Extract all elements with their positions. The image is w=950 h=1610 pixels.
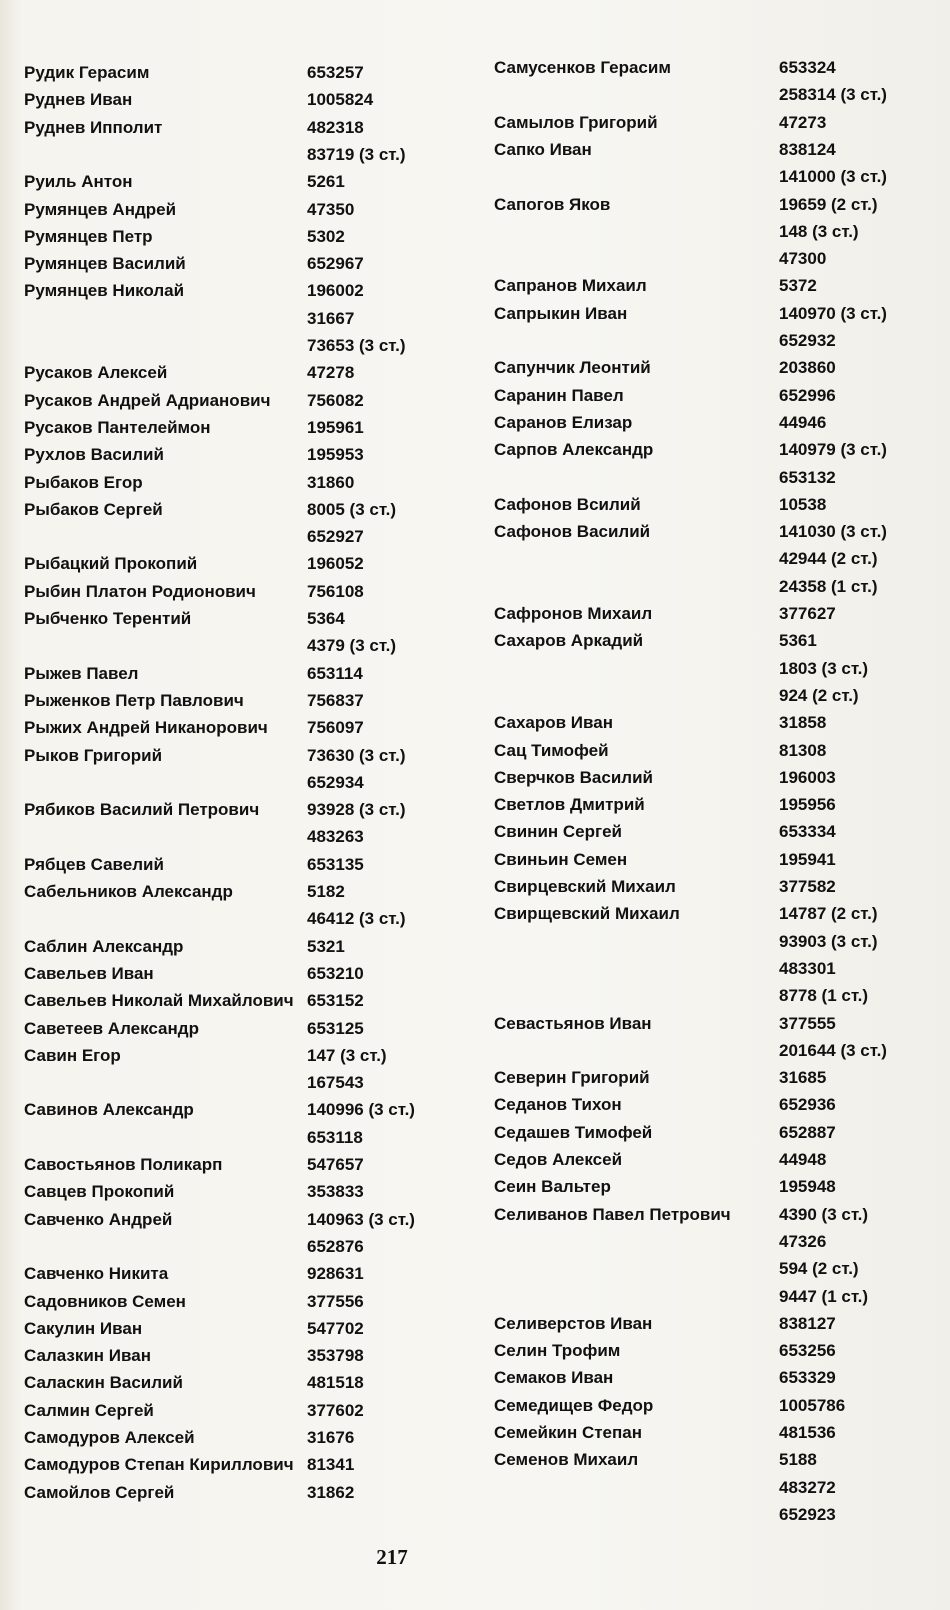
list-item: [494, 710, 950, 736]
list-item: [494, 1311, 950, 1337]
list-item: [24, 60, 484, 86]
list-item: [494, 110, 950, 136]
person-name: Савельев Николай Михайлович: [24, 991, 294, 1011]
person-name: Селин Трофим: [494, 1341, 621, 1361]
list-item: [24, 1097, 484, 1123]
person-name: Светлов Дмитрий: [494, 795, 645, 815]
record-number: 140979 (3 ст.): [779, 440, 887, 460]
record-number: 653118: [307, 1127, 363, 1147]
record-number: 5364: [307, 609, 345, 628]
record-number: 653256: [779, 1341, 836, 1361]
list-item: [494, 1174, 950, 1200]
record-number: 1005786: [779, 1395, 846, 1415]
list-item: [24, 906, 484, 932]
person-name: Савченко Андрей: [24, 1209, 173, 1229]
list-item: [24, 1207, 484, 1233]
person-name: Рыбин Платон Родионович: [24, 581, 256, 601]
person-name: Савин Егор: [24, 1045, 121, 1065]
record-number: 377556: [307, 1291, 364, 1311]
list-item: [494, 355, 950, 381]
person-name: Саблин Александр: [24, 936, 184, 956]
record-number: 196052: [307, 554, 364, 574]
person-name: Руднев Ипполит: [24, 117, 163, 137]
right-column: [494, 0, 950, 1560]
record-number: 141000 (3 ст.): [779, 167, 887, 187]
record-number: 653324: [779, 58, 836, 77]
record-number: 377555: [779, 1013, 836, 1033]
record-number: 47300: [779, 249, 827, 269]
person-name: Сафронов Михаил: [494, 604, 653, 623]
list-item: [494, 1475, 950, 1501]
list-item: [24, 169, 484, 195]
person-name: Руиль Антон: [24, 172, 133, 192]
person-name: Сафонов Всилий: [494, 494, 641, 514]
person-name: Седов Алексей: [494, 1150, 623, 1169]
record-number: 47326: [779, 1231, 827, 1251]
list-item: [24, 1125, 484, 1151]
list-item: [494, 1092, 950, 1118]
list-item: [24, 770, 484, 796]
list-item: [494, 1147, 950, 1173]
list-item: [494, 628, 950, 654]
record-number: 838127: [779, 1313, 836, 1333]
record-number: 756097: [307, 718, 364, 738]
record-number: 19659 (2 ст.): [779, 194, 878, 214]
record-number: 652887: [779, 1122, 836, 1142]
person-name: Сакулин Иван: [24, 1318, 143, 1338]
list-item: [494, 1284, 950, 1310]
record-number: 5302: [307, 226, 345, 246]
list-item: [494, 983, 950, 1009]
left-column: [24, 0, 484, 1560]
record-number: 481518: [307, 1373, 364, 1393]
person-name: Сафонов Василий: [494, 522, 651, 542]
list-item: [494, 1393, 950, 1419]
list-item: [24, 115, 484, 141]
record-number: 31676: [307, 1428, 355, 1447]
person-name: Семейкин Степан: [494, 1423, 642, 1442]
record-number: 377602: [307, 1400, 364, 1420]
person-name: Свиньин Семен: [494, 849, 628, 869]
record-number: 140963 (3 ст.): [307, 1209, 415, 1229]
record-number: 81341: [307, 1455, 355, 1475]
list-item: [494, 328, 950, 354]
record-number: 653334: [779, 822, 836, 842]
person-name: Саласкин Василий: [24, 1373, 183, 1393]
record-number: 4379 (3 ст.): [307, 636, 397, 656]
list-item: [24, 852, 484, 878]
list-item: [494, 601, 950, 627]
list-item: [494, 683, 950, 709]
record-number: 5182: [307, 882, 345, 901]
list-item: [24, 360, 484, 386]
person-name: Румянцев Андрей: [24, 199, 177, 219]
person-name: Русаков Пантелеймон: [24, 417, 211, 437]
record-number: 73653 (3 ст.): [307, 336, 406, 355]
person-name: Саветеев Александр: [24, 1018, 199, 1038]
list-item: [494, 1365, 950, 1391]
list-item: [494, 82, 950, 108]
list-item: [494, 301, 950, 327]
list-item: [24, 197, 484, 223]
list-item: [24, 579, 484, 605]
person-name: Салмин Сергей: [24, 1400, 154, 1420]
list-item: [494, 383, 950, 409]
record-number: 140996 (3 ст.): [307, 1100, 415, 1120]
record-number: 4390 (3 ст.): [779, 1204, 869, 1224]
person-name: Самылов Григорий: [494, 112, 658, 132]
record-number: 756837: [307, 690, 364, 710]
list-item: [494, 1120, 950, 1146]
list-item: [24, 1152, 484, 1178]
list-item: [494, 1502, 950, 1528]
person-name: Сверчков Василий: [494, 767, 653, 787]
person-name: Самусенков Герасим: [494, 58, 671, 77]
list-item: [24, 879, 484, 905]
list-item: [494, 519, 950, 545]
list-item: [494, 219, 950, 245]
list-item: [24, 688, 484, 714]
record-number: 73630 (3 ст.): [307, 745, 406, 765]
record-number: 652967: [307, 254, 364, 274]
list-item: [494, 410, 950, 436]
person-name: Савельев Иван: [24, 963, 154, 983]
list-item: [24, 470, 484, 496]
person-name: Рудик Герасим: [24, 63, 150, 82]
person-name: Самойлов Сергей: [24, 1482, 175, 1502]
list-item: [24, 1343, 484, 1369]
list-item: [24, 1316, 484, 1342]
record-number: 353798: [307, 1346, 364, 1366]
record-number: 653114: [307, 663, 363, 683]
person-name: Сапранов Михаил: [494, 276, 647, 296]
person-name: Селиверстов Иван: [494, 1313, 653, 1333]
record-number: 195941: [779, 849, 836, 869]
list-item: [24, 251, 484, 277]
list-item: [494, 1065, 950, 1091]
person-name: Румянцев Петр: [24, 226, 153, 246]
record-number: 81308: [779, 740, 827, 760]
person-name: Селиванов Павел Петрович: [494, 1204, 731, 1224]
person-name: Рыженков Петр Павлович: [24, 690, 244, 710]
person-name: Саранов Елизар: [494, 412, 633, 432]
person-name: Сапко Иван: [494, 139, 592, 159]
person-name: Северин Григорий: [494, 1068, 650, 1088]
record-number: 8005 (3 ст.): [307, 499, 397, 519]
person-name: Севастьянов Иван: [494, 1013, 652, 1033]
record-number: 196003: [779, 767, 836, 787]
list-item: [494, 1202, 950, 1228]
list-item: [24, 824, 484, 850]
record-number: 5188: [779, 1450, 817, 1470]
record-number: 31858: [779, 713, 827, 733]
person-name: Рыбаков Егор: [24, 472, 143, 492]
person-name: Свирцевский Михаил: [494, 877, 676, 896]
record-number: 928631: [307, 1264, 364, 1284]
record-number: 652932: [779, 331, 836, 350]
record-number: 1803 (3 ст.): [779, 658, 869, 678]
list-item: [494, 1011, 950, 1037]
list-item: [494, 546, 950, 572]
list-item: [494, 656, 950, 682]
list-item: [24, 606, 484, 632]
record-number: 838124: [779, 139, 836, 159]
person-name: Рябцев Савелий: [24, 854, 164, 874]
record-number: 141030 (3 ст.): [779, 522, 887, 542]
record-number: 594 (2 ст.): [779, 1259, 859, 1279]
person-name: Рыбаков Сергей: [24, 499, 163, 519]
list-item: [494, 574, 950, 600]
record-number: 353833: [307, 1182, 364, 1202]
record-number: 46412 (3 ст.): [307, 909, 406, 929]
list-item: [24, 961, 484, 987]
list-item: [24, 934, 484, 960]
record-number: 5321: [307, 936, 345, 956]
list-item: [24, 1289, 484, 1315]
list-item: [24, 633, 484, 659]
list-item: [24, 1070, 484, 1096]
person-name: Седанов Тихон: [494, 1095, 622, 1115]
person-name: Савченко Никита: [24, 1264, 169, 1284]
person-name: Самодуров Алексей: [24, 1428, 195, 1447]
record-number: 653210: [307, 963, 364, 983]
record-number: 652876: [307, 1236, 364, 1256]
list-item: [494, 465, 950, 491]
record-number: 196002: [307, 281, 364, 301]
record-number: 652934: [307, 772, 364, 792]
record-number: 482318: [307, 117, 364, 137]
list-item: [494, 137, 950, 163]
person-name: Сапогов Яков: [494, 194, 611, 214]
record-number: 148 (3 ст.): [779, 221, 859, 241]
person-name: Рыков Григорий: [24, 745, 163, 765]
record-number: 5361: [779, 631, 817, 651]
record-number: 547702: [307, 1318, 364, 1338]
person-name: Сахаров Аркадий: [494, 631, 644, 651]
record-number: 147 (3 ст.): [307, 1045, 387, 1065]
record-number: 653257: [307, 63, 364, 82]
list-item: [24, 1179, 484, 1205]
list-item: [24, 1480, 484, 1506]
record-number: 10538: [779, 494, 827, 514]
record-number: 547657: [307, 1155, 364, 1174]
record-number: 756082: [307, 390, 364, 410]
person-name: Румянцев Николай: [24, 281, 185, 301]
record-number: 481536: [779, 1423, 836, 1442]
record-number: 42944 (2 ст.): [779, 549, 878, 569]
list-item: [24, 1370, 484, 1396]
list-item: [24, 1016, 484, 1042]
person-name: Садовников Семен: [24, 1291, 186, 1311]
list-item: [494, 1038, 950, 1064]
list-item: [494, 929, 950, 955]
person-name: Семедищев Федор: [494, 1395, 654, 1415]
list-item: [24, 661, 484, 687]
record-number: 195961: [307, 417, 364, 437]
record-number: 201644 (3 ст.): [779, 1040, 887, 1060]
list-item: [24, 388, 484, 414]
record-number: 652936: [779, 1095, 836, 1115]
person-name: Салазкин Иван: [24, 1346, 151, 1366]
person-name: Семенов Михаил: [494, 1450, 639, 1470]
person-name: Савостьянов Поликарп: [24, 1155, 223, 1174]
record-number: 652927: [307, 527, 364, 547]
record-number: 203860: [779, 358, 836, 378]
list-item: [494, 1229, 950, 1255]
person-name: Рыжих Андрей Никанорович: [24, 718, 268, 738]
list-item: [494, 1256, 950, 1282]
list-item: [24, 1398, 484, 1424]
record-number: 195953: [307, 445, 364, 465]
list-item: [494, 273, 950, 299]
person-name: Сапунчик Леонтий: [494, 358, 651, 378]
list-item: [24, 306, 484, 332]
list-item: [494, 901, 950, 927]
list-item: [24, 1043, 484, 1069]
list-item: [24, 1234, 484, 1260]
list-item: [24, 87, 484, 113]
record-number: 31862: [307, 1482, 355, 1502]
record-number: 1005824: [307, 90, 374, 110]
list-item: [494, 192, 950, 218]
list-item: [494, 874, 950, 900]
record-number: 14787 (2 ст.): [779, 904, 878, 924]
list-item: [494, 956, 950, 982]
person-name: Сац Тимофей: [494, 740, 609, 760]
record-number: 483301: [779, 958, 836, 978]
record-number: 756108: [307, 581, 364, 601]
person-name: Сахаров Иван: [494, 713, 613, 733]
list-item: [494, 246, 950, 272]
person-name: Русаков Алексей: [24, 363, 168, 383]
person-name: Савцев Прокопий: [24, 1182, 175, 1202]
person-name: Самодуров Степан Кириллович: [24, 1455, 294, 1475]
list-item: [24, 551, 484, 577]
record-number: 377627: [779, 604, 836, 623]
record-number: 653132: [779, 467, 836, 487]
record-number: 44946: [779, 412, 827, 432]
record-number: 93928 (3 ст.): [307, 800, 406, 820]
record-number: 31860: [307, 472, 355, 492]
record-number: 5261: [307, 172, 345, 192]
list-item: [494, 1420, 950, 1446]
person-name: Сабельников Александр: [24, 882, 233, 901]
person-name: Сарпов Александр: [494, 440, 654, 460]
person-name: Рухлов Василий: [24, 445, 164, 465]
list-item: [494, 55, 950, 81]
person-name: Рябиков Василий Петрович: [24, 800, 260, 820]
list-item: [24, 142, 484, 168]
list-item: [494, 738, 950, 764]
record-number: 83719 (3 ст.): [307, 144, 406, 164]
list-item: [494, 819, 950, 845]
page-number: 217: [376, 1545, 408, 1569]
person-name: Рыбацкий Прокопий: [24, 554, 198, 574]
list-item: [24, 442, 484, 468]
person-name: Сеин Вальтер: [494, 1177, 611, 1197]
record-number: 8778 (1 ст.): [779, 986, 869, 1006]
record-number: 483263: [307, 827, 364, 847]
record-number: 653135: [307, 854, 364, 874]
person-name: Свирщевский Михаил: [494, 904, 680, 924]
list-item: [24, 1425, 484, 1451]
person-name: Саранин Павел: [494, 385, 624, 405]
person-name: Русаков Андрей Адрианович: [24, 390, 271, 410]
record-number: 653152: [307, 991, 364, 1011]
list-item: [24, 1452, 484, 1478]
list-item: [494, 1447, 950, 1473]
list-item: [494, 437, 950, 463]
list-item: [24, 524, 484, 550]
list-item: [24, 278, 484, 304]
record-number: 258314 (3 ст.): [779, 85, 887, 105]
list-item: [24, 797, 484, 823]
record-number: 93903 (3 ст.): [779, 931, 878, 951]
record-number: 483272: [779, 1477, 836, 1497]
record-number: 167543: [307, 1073, 364, 1093]
record-number: 377582: [779, 877, 836, 896]
list-item: [24, 1261, 484, 1287]
list-item: [494, 847, 950, 873]
record-number: 47273: [779, 112, 827, 132]
record-number: 653125: [307, 1018, 364, 1038]
person-name: Рыжев Павел: [24, 663, 139, 683]
record-number: 31685: [779, 1068, 827, 1088]
record-number: 44948: [779, 1150, 827, 1169]
person-name: Семаков Иван: [494, 1368, 614, 1388]
record-number: 5372: [779, 276, 817, 296]
list-item: [494, 792, 950, 818]
person-name: Руднев Иван: [24, 90, 133, 110]
person-name: Свинин Сергей: [494, 822, 622, 842]
record-number: 652923: [779, 1504, 836, 1524]
list-item: [24, 715, 484, 741]
list-item: [24, 988, 484, 1014]
record-number: 195948: [779, 1177, 836, 1197]
record-number: 31667: [307, 308, 355, 328]
person-name: Румянцев Василий: [24, 254, 186, 274]
record-number: 924 (2 ст.): [779, 685, 859, 705]
list-item: [494, 492, 950, 518]
record-number: 47278: [307, 363, 355, 383]
list-item: [24, 743, 484, 769]
record-number: 195956: [779, 795, 836, 815]
list-item: [494, 164, 950, 190]
person-name: Седашев Тимофей: [494, 1122, 653, 1142]
record-number: 140970 (3 ст.): [779, 303, 887, 323]
list-item: [24, 333, 484, 359]
record-number: 652996: [779, 385, 836, 405]
record-number: 47350: [307, 199, 355, 219]
list-item: [24, 224, 484, 250]
person-name: Рыбченко Терентий: [24, 609, 192, 628]
person-name: Савинов Александр: [24, 1100, 194, 1120]
list-item: [494, 765, 950, 791]
list-item: [24, 497, 484, 523]
list-item: [494, 1338, 950, 1364]
record-number: 653329: [779, 1368, 836, 1388]
list-item: [24, 415, 484, 441]
record-number: 9447 (1 ст.): [779, 1286, 869, 1306]
person-name: Сапрыкин Иван: [494, 303, 628, 323]
record-number: 24358 (1 ст.): [779, 576, 878, 596]
